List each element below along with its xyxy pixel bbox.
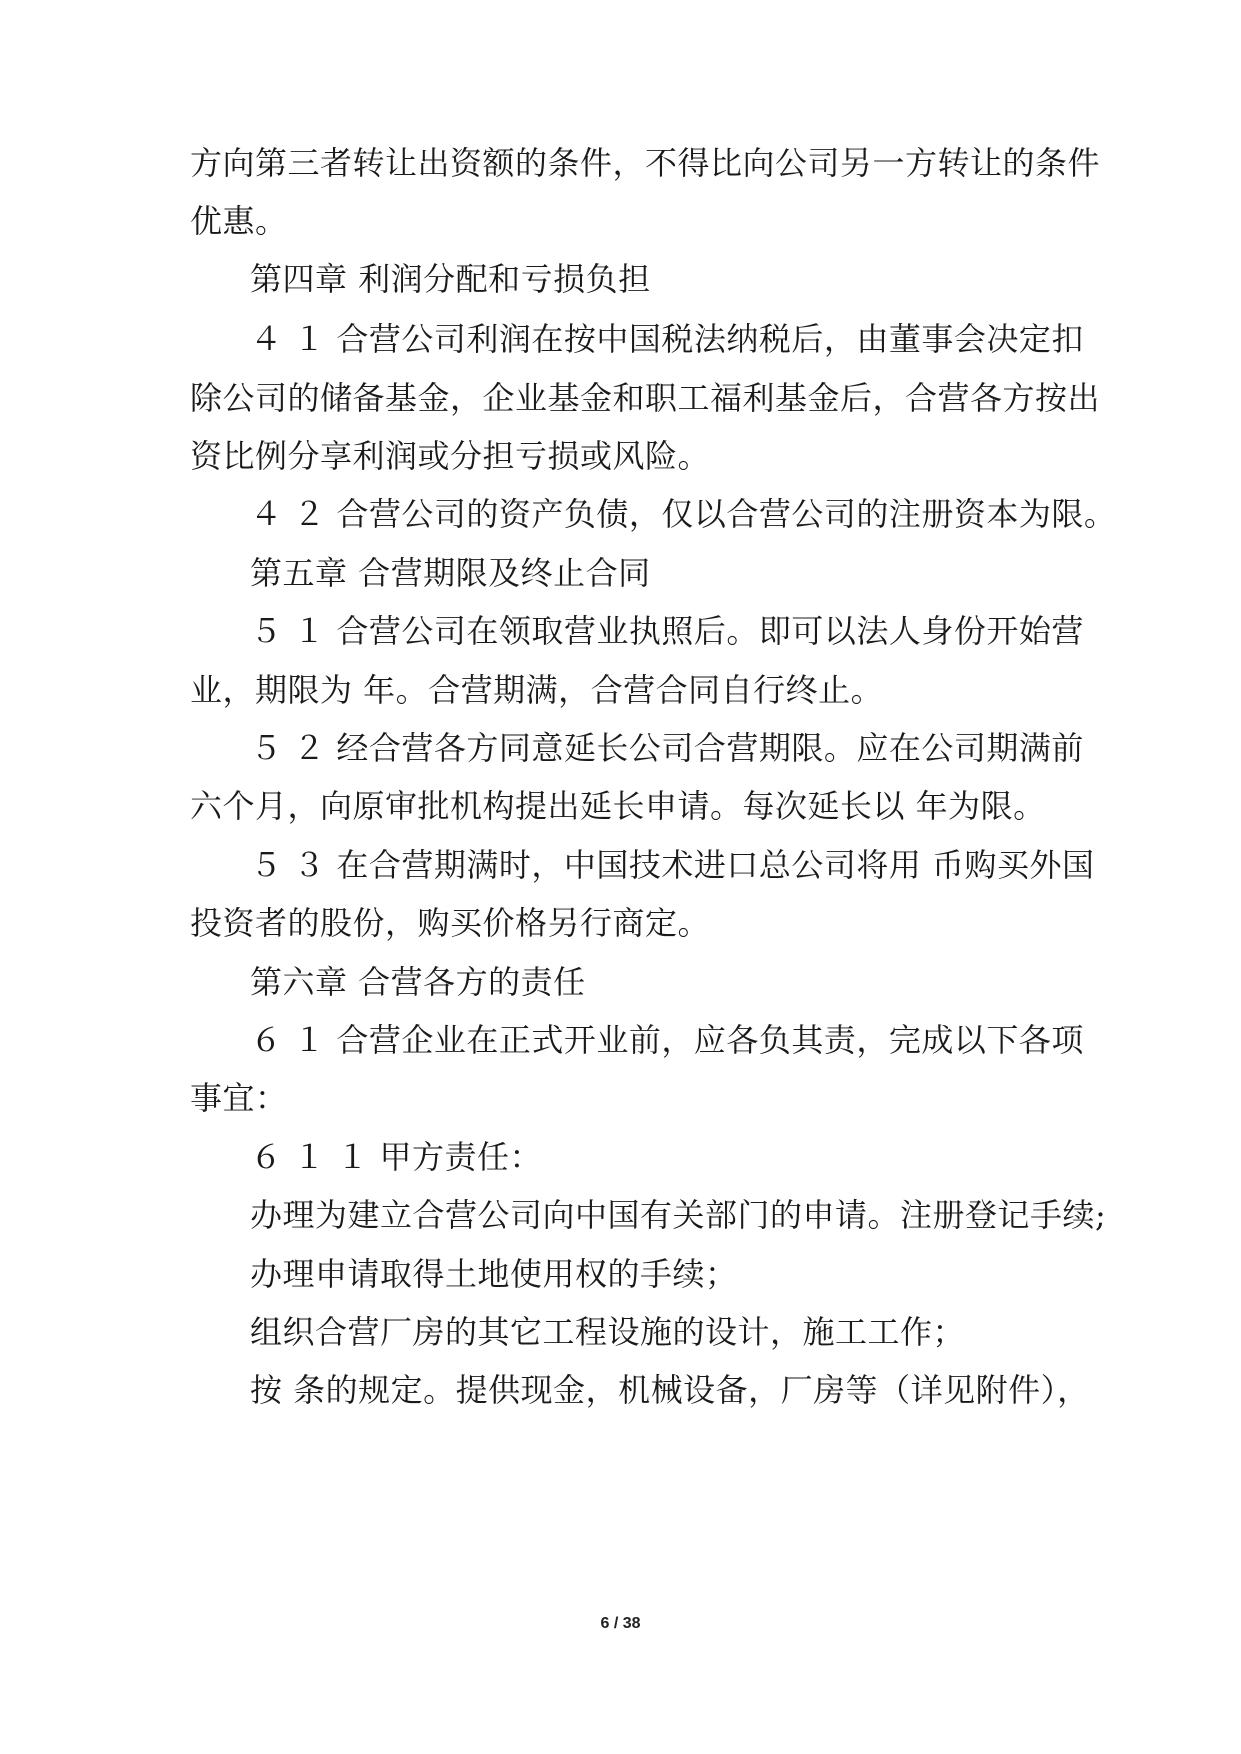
text-line: ６ １ 合营企业在正式开业前，应各负其责，完成以下各项 (250, 1021, 1084, 1059)
text-line: 方向第三者转让出资额的条件，不得比向公司另一方转让的条件 (190, 144, 1101, 182)
page-number: 6 / 38 (600, 1615, 641, 1632)
chapter-heading: 第五章 合营期限及终止合同 (250, 554, 651, 592)
text-line: ５ ３ 在合营期满时，中国技术进口总公司将用 币购买外国 (250, 846, 1095, 884)
text-line: 业，期限为 年。合营期满，合营合同自行终止。 (190, 671, 884, 709)
text-line: 六个月，向原审批机构提出延长申请。每次延长以 年为限。 (190, 787, 1046, 825)
text-line: ５ １ 合营公司在领取营业执照后。即可以法人身份开始营 (250, 612, 1084, 650)
text-line: ６ １ １ 甲方责任： (250, 1138, 543, 1176)
text-line: 投资者的股份，购买价格另行商定。 (190, 904, 711, 942)
text-line: 办理申请取得土地使用权的手续； (250, 1255, 738, 1293)
text-line: 优惠。 (190, 202, 288, 240)
text-line: 资比例分享利润或分担亏损或风险。 (190, 437, 711, 475)
text-line: ５ ２ 经合营各方同意延长公司合营期限。应在公司期满前 (250, 729, 1084, 767)
text-line: 除公司的储备基金，企业基金和职工福利基金后，合营各方按出 (190, 379, 1101, 417)
chapter-heading: 第四章 利润分配和亏损负担 (250, 260, 651, 298)
text-line: 按 条的规定。提供现金，机械设备，厂房等（详见附件）， (250, 1371, 1090, 1409)
text-line: 办理为建立合营公司向中国有关部门的申请。注册登记手续; (250, 1196, 1107, 1234)
chapter-heading: 第六章 合营各方的责任 (250, 963, 586, 1001)
text-line: ４ １ 合营公司利润在按中国税法纳税后，由董事会决定扣 (250, 320, 1084, 358)
text-line: 组织合营厂房的其它工程设施的设计，施工工作； (250, 1313, 966, 1351)
text-line: ４ ２ 合营公司的资产负债，仅以合营公司的注册资本为限。 (250, 495, 1117, 533)
text-line: 事宜： (190, 1079, 288, 1117)
